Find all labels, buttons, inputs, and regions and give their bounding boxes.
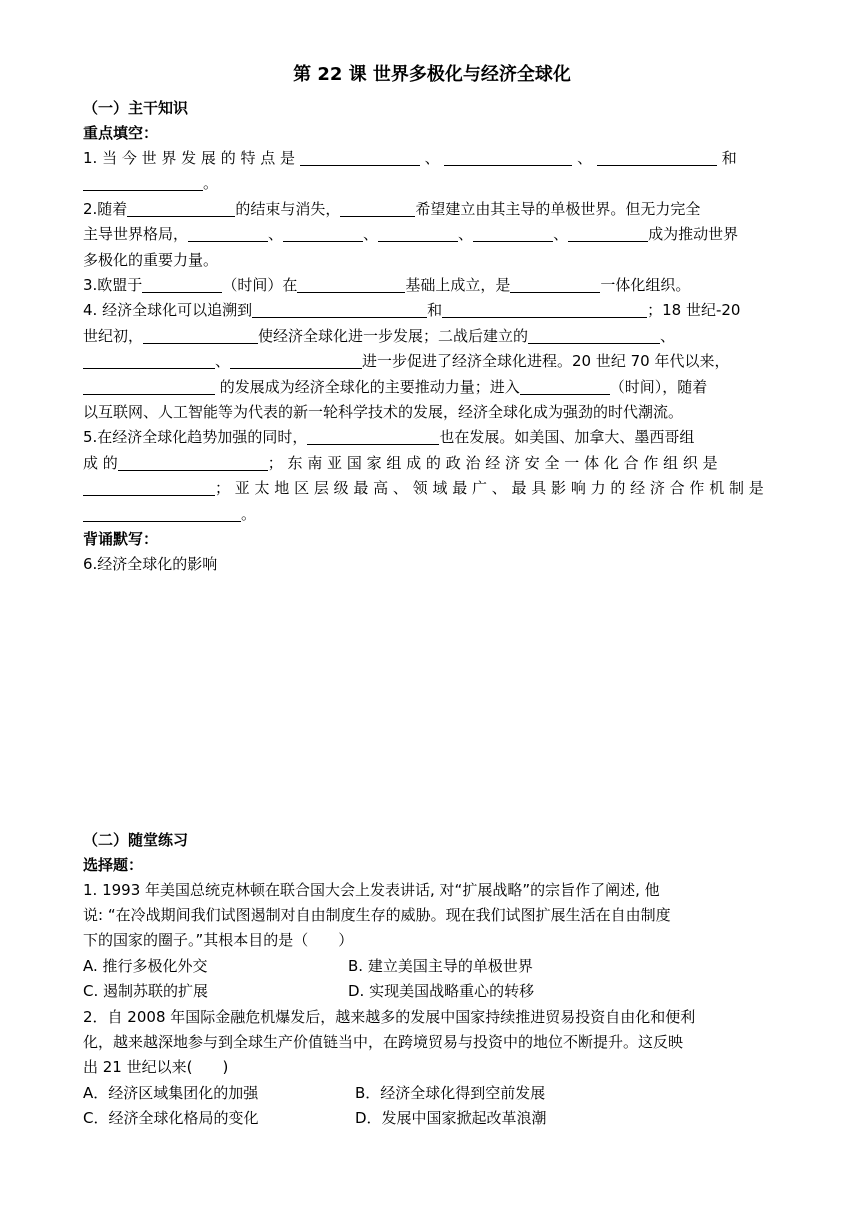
answer-space[interactable] xyxy=(83,578,781,828)
answer-blank[interactable] xyxy=(83,174,203,191)
answer-blank[interactable] xyxy=(83,479,215,496)
choice-question-2-line: 出 21 世纪以来( ) xyxy=(83,1058,229,1077)
question-4-continued xyxy=(83,324,781,349)
question-5 xyxy=(83,425,781,450)
separator: 、 xyxy=(660,326,676,345)
question-text: 使经济全球化进一步发展；二战后建立的 xyxy=(258,326,529,345)
option-d[interactable]: D. 实现美国战略重心的转移 xyxy=(348,982,535,1001)
question-text: 基础上成立，是 xyxy=(405,276,511,295)
answer-blank[interactable] xyxy=(83,352,215,369)
question-text: （时间）在 xyxy=(222,276,298,295)
question-5-end xyxy=(83,502,781,527)
question-1-continued xyxy=(83,171,781,196)
option-b[interactable]: B．经济全球化得到空前发展 xyxy=(355,1083,546,1102)
page-title: 第 22 课 世界多极化与经济全球化 xyxy=(293,64,571,85)
question-5-continued xyxy=(83,476,781,501)
answer-blank[interactable] xyxy=(127,200,235,217)
separator: 、 xyxy=(553,225,569,244)
recite-heading: 背诵默写： xyxy=(83,530,159,549)
question-text: 和 xyxy=(427,301,443,320)
question-4 xyxy=(83,298,781,323)
answer-blank[interactable] xyxy=(307,428,439,445)
section-heading-main-knowledge: （一）主干知识 xyxy=(83,99,189,117)
choice-question-2-options-row xyxy=(83,1081,781,1106)
answer-blank[interactable] xyxy=(188,225,268,242)
answer-blank[interactable] xyxy=(528,327,660,344)
choice-question-2-options-row xyxy=(83,1106,781,1131)
answer-blank[interactable] xyxy=(118,454,268,471)
choice-heading: 选择题： xyxy=(83,855,144,874)
answer-blank[interactable] xyxy=(340,200,415,217)
question-text: 和 xyxy=(721,149,737,167)
option-b[interactable]: B. 建立美国主导的单极世界 xyxy=(348,956,533,975)
question-text: ； 亚 太 地 区 层 级 最 高 、 领 域 最 广 、 最 具 影 响 力 的 经 济 合 作 机 制 是 xyxy=(215,479,764,498)
question-text: （时间），随着 xyxy=(609,377,708,396)
question-text: 5.在经济全球化趋势加强的同时， xyxy=(83,428,308,447)
separator: 、 xyxy=(268,225,284,244)
question-text: 的结束与消失， xyxy=(235,199,341,218)
question-text: 3.欧盟于 xyxy=(83,276,143,295)
question-4-continued xyxy=(83,349,781,374)
question-text: 成为推动世界 xyxy=(648,225,739,244)
option-c[interactable]: C．经济全球化格局的变化 xyxy=(83,1109,259,1128)
answer-blank[interactable] xyxy=(297,276,405,293)
question-text: 4. 经济全球化可以追溯到 xyxy=(83,301,253,320)
answer-blank[interactable] xyxy=(142,276,222,293)
question-2 xyxy=(83,197,781,222)
question-text: 主导世界格局， xyxy=(83,225,189,244)
question-2-continued xyxy=(83,222,781,247)
separator: 、 xyxy=(215,352,231,371)
choice-question-1-options-row xyxy=(83,954,781,979)
question-text: 的发展成为经济全球化的主要推动力量；进入 xyxy=(219,377,520,396)
answer-blank[interactable] xyxy=(283,225,363,242)
question-4-end: 以互联网、人工智能等为代表的新一轮科学技术的发展，经济全球化成为强劲的时代潮流。 xyxy=(83,403,684,422)
question-text: 。 xyxy=(203,174,219,193)
choice-question-1-line: 下的国家的圈子。”其根本目的是（ ） xyxy=(83,931,354,950)
answer-blank[interactable] xyxy=(510,276,600,293)
answer-blank[interactable] xyxy=(300,149,420,166)
question-text: 成 的 xyxy=(83,453,118,472)
answer-blank[interactable] xyxy=(230,352,362,369)
separator: 、 xyxy=(424,149,440,167)
option-a[interactable]: A. 推行多极化外交 xyxy=(83,956,208,975)
question-1 xyxy=(83,146,781,171)
answer-blank[interactable] xyxy=(378,225,458,242)
question-4-continued xyxy=(83,375,781,400)
worksheet-page xyxy=(83,62,781,1132)
question-6: 6.经济全球化的影响 xyxy=(83,555,218,574)
separator: 、 xyxy=(363,225,379,244)
question-3 xyxy=(83,273,781,298)
question-2-end: 多极化的重要力量。 xyxy=(83,250,219,269)
answer-blank[interactable] xyxy=(520,378,610,395)
choice-question-2-line: 化，越来越深地参与到全球生产价值链当中，在跨境贸易与投资中的地位不断提升。这反映 xyxy=(83,1032,684,1051)
answer-blank[interactable] xyxy=(473,225,553,242)
question-text: 进一步促进了经济全球化进程。20 世纪 70 年代以来， xyxy=(362,352,730,371)
question-text: 1. 当 今 世 界 发 展 的 特 点 是 xyxy=(83,149,295,167)
separator: 、 xyxy=(577,149,593,167)
separator: 、 xyxy=(458,225,474,244)
option-c[interactable]: C. 遏制苏联的扩展 xyxy=(83,982,209,1001)
answer-blank[interactable] xyxy=(252,301,427,318)
answer-blank[interactable] xyxy=(442,301,647,318)
option-a[interactable]: A．经济区域集团化的加强 xyxy=(83,1083,259,1102)
section-heading-practice: （二）随堂练习 xyxy=(83,830,189,849)
question-text: ； 东 南 亚 国 家 组 成 的 政 治 经 济 安 全 一 体 化 合 作 组 织 是 xyxy=(267,453,718,472)
fill-in-heading: 重点填空： xyxy=(83,124,159,142)
question-text: 世纪初， xyxy=(83,326,144,345)
option-d[interactable]: D．发展中国家掀起改革浪潮 xyxy=(355,1109,547,1128)
question-text: ；18 世纪-20 xyxy=(647,301,741,320)
answer-blank[interactable] xyxy=(83,505,241,522)
question-text: 希望建立由其主导的单极世界。但无力完全 xyxy=(415,199,701,218)
question-text: 2.随着 xyxy=(83,199,128,218)
answer-blank[interactable] xyxy=(143,327,258,344)
choice-question-2-line: 2．自 2008 年国际金融危机爆发后，越来越多的发展中国家持续推进贸易投资自由化和便利 xyxy=(83,1007,696,1026)
choice-question-1-line: 说: “在冷战期间我们试图遏制对自由制度生存的威胁。现在我们试图扩展生活在自由制度 xyxy=(83,905,671,924)
answer-blank[interactable] xyxy=(568,225,648,242)
question-text: 也在发展。如美国、加拿大、墨西哥组 xyxy=(439,428,695,447)
choice-question-1-options-row xyxy=(83,979,781,1004)
answer-blank[interactable] xyxy=(444,149,572,166)
answer-blank[interactable] xyxy=(597,149,717,166)
choice-question-1-line: 1. 1993 年美国总统克林顿在联合国大会上发表讲话, 对“扩展战略”的宗旨作了阐述, 他 xyxy=(83,880,660,899)
question-5-continued xyxy=(83,451,781,476)
question-text: 。 xyxy=(241,504,257,523)
answer-blank[interactable] xyxy=(83,378,215,395)
question-text: 一体化组织。 xyxy=(600,276,691,295)
